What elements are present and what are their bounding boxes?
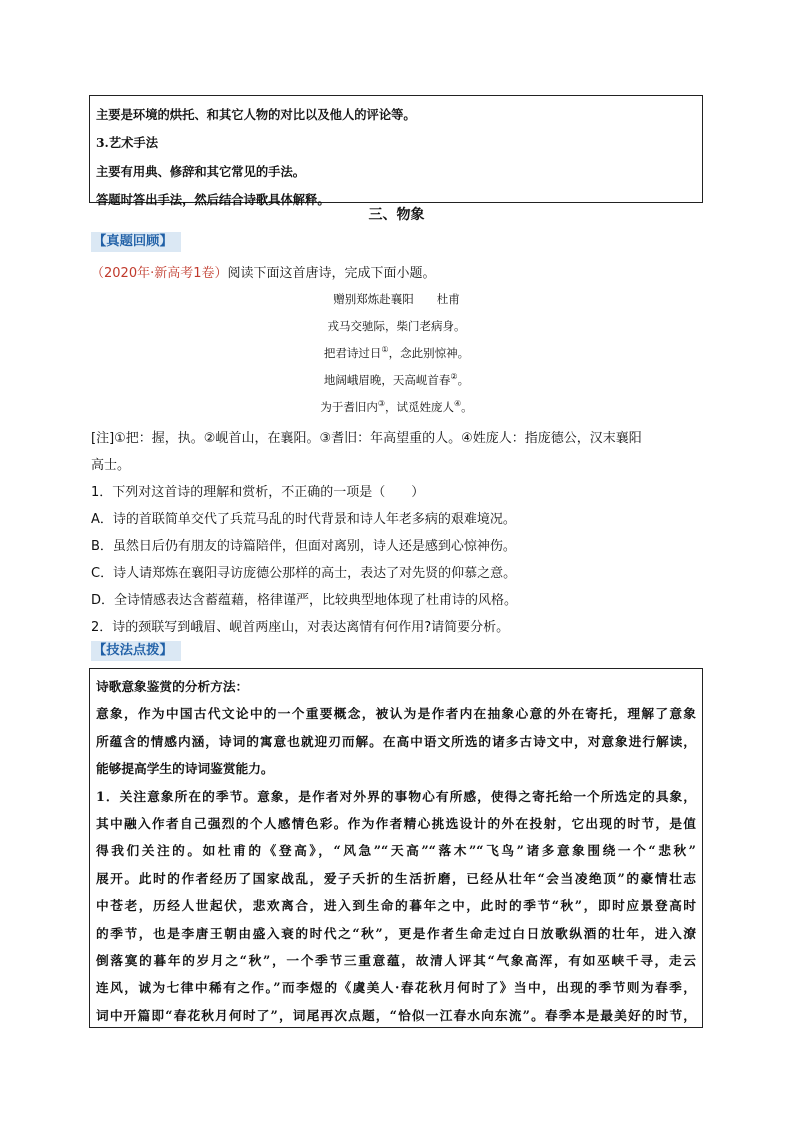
summary-line: 3.艺术手法 <box>96 135 159 151</box>
poem-author: 杜甫 <box>436 292 460 306</box>
technique-line: 连风，诚为七律中稀有之作。”而李煜的《虞美人·春花秋月何时了》当中，出现的季节则为春季， <box>96 980 696 996</box>
technique-line: 倒落寞的暮年的岁月之“秋”，一个季节三重意蕴，故清人评其“气象高浑，有如巫峡千寻，走云 <box>96 953 696 969</box>
summary-line: 答题时答出手法，然后结合诗歌具体解释。 <box>96 191 330 207</box>
summary-line: 主要有用典、修辞和其它常见的手法。 <box>96 163 306 179</box>
option-d: D．全诗情感表达含蓄蕴藉，格律谨严，比较典型地体现了杜甫诗的风格。 <box>91 593 518 608</box>
footnote-marker: ② <box>450 372 458 382</box>
technique-line: 其中融入作者自己强烈的个人感情色彩。作为作者精心挑选设计的外在投射，它出现的时节，是值 <box>96 816 696 832</box>
footnote-marker: ③ <box>377 399 385 409</box>
poem-line: 把君诗过日①，念此别惊神。 <box>323 345 470 360</box>
footnote-marker: ① <box>381 345 389 355</box>
question-2: 2．诗的颈联写到峨眉、岘首两座山，对表达离情有何作用?请简要分析。 <box>91 620 510 635</box>
footnote-marker: ④ <box>454 399 462 409</box>
question-instruction: 阅读下面这首唐诗，完成下面小题。 <box>227 266 436 281</box>
technique-tag: 【技法点拨】 <box>91 641 181 661</box>
technique-line: 的季节，也是李唐王朝由盛入衰的时代之“秋”，更是作者生命走过白日放歌纵酒的壮年，进入潦 <box>96 925 696 941</box>
technique-line: 得我们关注的。如杜甫的《登高》，“风急”“天高”“落木”“飞鸟”诸多意象围绕一个“悲秋” <box>96 843 696 859</box>
technique-line: 意象，作为中国古代文论中的一个重要概念，被认为是作者内在抽象心意的外在寄托，理解了意象 <box>96 706 696 722</box>
technique-line: 诗歌意象鉴赏的分析方法： <box>96 679 249 694</box>
technique-line: 所蕴含的情感内涵，诗词的寓意也就迎刃而解。在高中语文所选的诸多古诗文中，对意象进行解读， <box>96 733 696 749</box>
summary-line: 主要是环境的烘托、和其它人物的对比以及他人的评论等。 <box>96 107 416 122</box>
option-c: C．诗人请郑炼在襄阳寻访庞德公那样的高士，表达了对先贤的仰慕之意。 <box>91 566 517 581</box>
question-source: （2020年·新高考1卷） <box>91 266 228 281</box>
review-tag: 【真题回顾】 <box>91 232 181 252</box>
technique-line: 1．关注意象所在的季节。意象，是作者对外界的事物心有所感，使得之寄托给一个所选定的具象， <box>96 788 696 804</box>
technique-box <box>89 668 703 1028</box>
notes-line: 高士。 <box>91 458 131 473</box>
poem-title: 赠别郑炼赴襄阳 <box>333 292 414 306</box>
technique-line: 词中开篇即“春花秋月何时了”，词尾再次点题，“恰似一江春水向东流”。春季本是最美好的时节， <box>96 1007 696 1023</box>
option-a: A．诗的首联简单交代了兵荒马乱的时代背景和诗人年老多病的艰难境况。 <box>91 512 516 527</box>
poem-title-line <box>0 291 793 307</box>
notes-line: [注]①把：握，执。②岘首山，在襄阳。③耆旧：年高望重的人。④姓庞人：指庞德公，汉末襄阳 <box>91 431 642 446</box>
option-b: B．虽然日后仍有朋友的诗篇陪伴，但面对离别，诗人还是感到心惊神伤。 <box>91 539 516 554</box>
technique-line: 中苍老，历经人世起伏，悲欢离合，进入到生命的暮年之中，此时的季节“秋”，即时应景登高时 <box>96 898 696 914</box>
poem-line: 地阔峨眉晚，天高岘首春②。 <box>323 372 470 387</box>
technique-line: 能够提高学生的诗词鉴赏能力。 <box>96 761 274 777</box>
summary-box <box>89 95 703 207</box>
poem-line: 为于耆旧内③，试觅姓庞人④。 <box>320 399 473 414</box>
poem-line: 戎马交驰际，柴门老病身。 <box>327 319 466 333</box>
technique-line: 展开。此时的作者经历了国家战乱，爱子夭折的生活折磨，已经从壮年“会当凌绝顶”的豪情壮志 <box>96 870 696 886</box>
question-1: 1．下列对这首诗的理解和赏析，不正确的一项是（ ） <box>91 485 425 500</box>
section-title: 三、物象 <box>368 207 425 223</box>
question-intro <box>91 262 436 281</box>
